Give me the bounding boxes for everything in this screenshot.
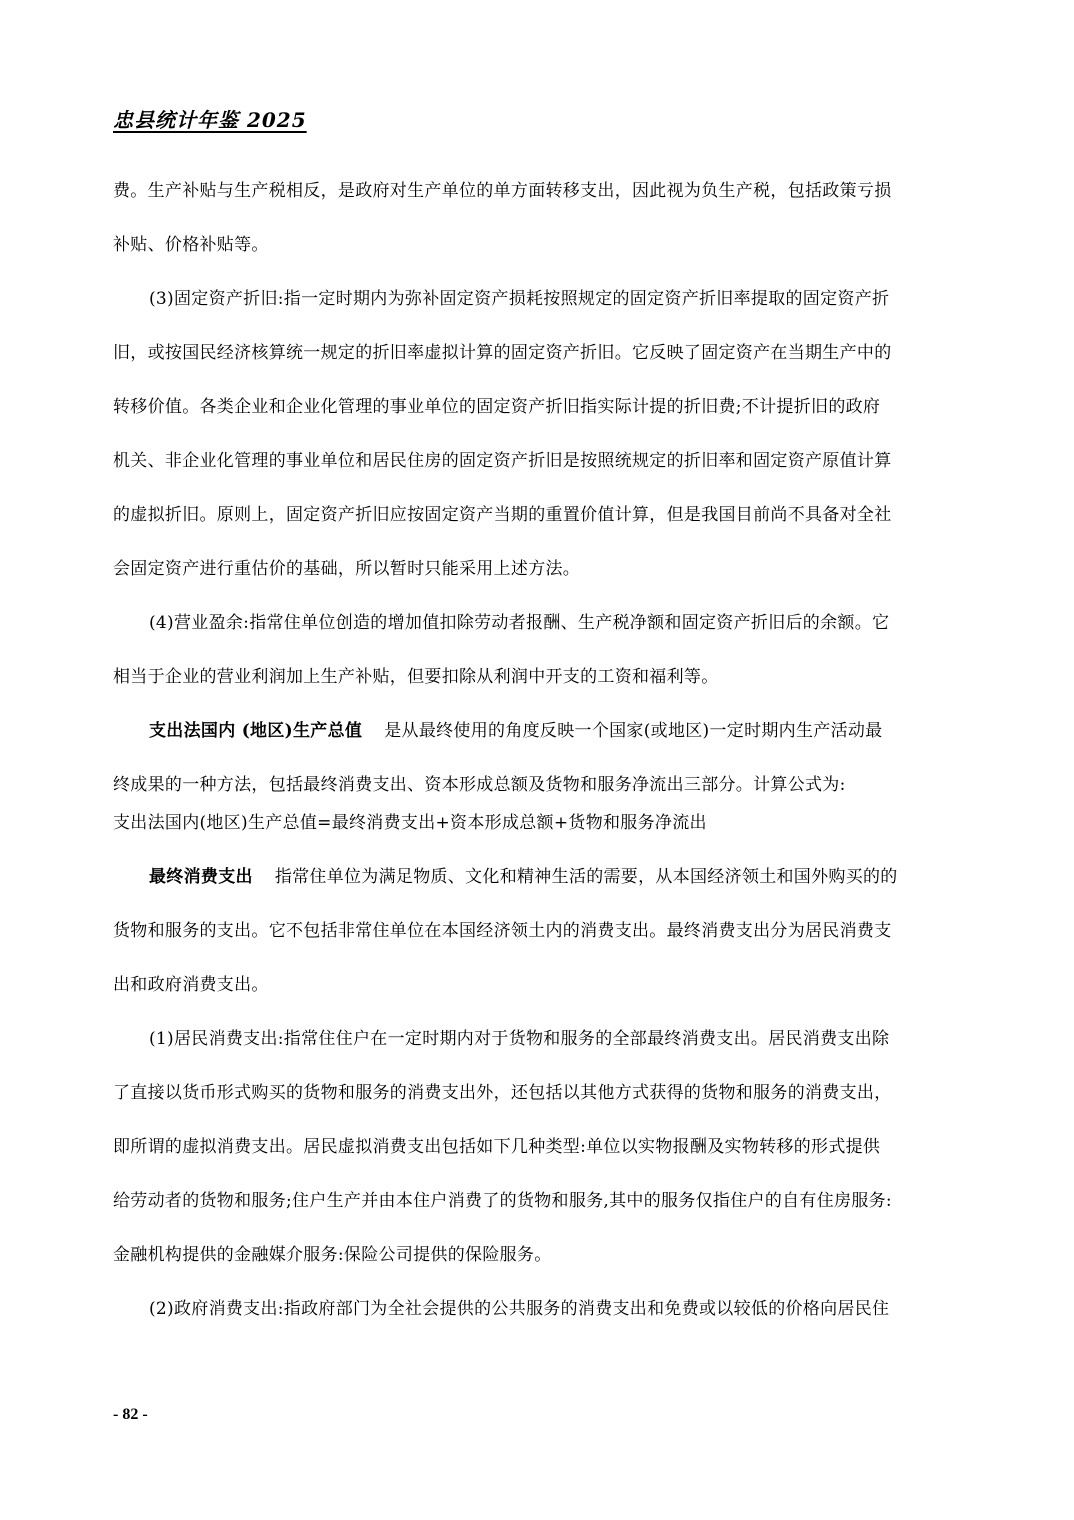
paragraph-line-household-consumption: (1)居民消费支出:指常住住户在一定时期内对于货物和服务的全部最终消费支出。居民消费支出除 — [149, 1029, 890, 1049]
text-line: 给劳动者的货物和服务;住户生产并由本住户消费了的货物和服务,其中的服务仅指住户的自有住房服务: — [113, 1191, 892, 1211]
text-line: 了直接以货币形式购买的货物和服务的消费支出外，还包括以其他方式获得的货物和服务的消费支出， — [113, 1083, 892, 1103]
paragraph-line-government-consumption: (2)政府消费支出:指政府部门为全社会提供的公共服务的消费支出和免费或以较低的价格向居民住 — [149, 1299, 890, 1319]
text-line: 的虚拟折旧。原则上，固定资产折旧应按固定资产当期的重置价值计算，但是我国目前尚不具备对全社 — [113, 505, 892, 525]
formula-line: 支出法国内(地区)生产总值=最终消费支出+资本形成总额+货物和服务净流出 — [113, 813, 707, 833]
text-line: 旧，或按国民经济核算统一规定的折旧率虚拟计算的固定资产折旧。它反映了固定资产在当期生产中的 — [113, 343, 892, 363]
text-line: 出和政府消费支出。 — [113, 975, 269, 995]
term-final-consumption: 最终消费支出 — [149, 867, 253, 887]
text-line: 会固定资产进行重估价的基础，所以暂时只能采用上述方法。 — [113, 559, 581, 579]
text-line: 货物和服务的支出。它不包括非常住单位在本国经济领土内的消费支出。最终消费支出分为居民消费支 — [113, 921, 892, 941]
text-line: 费。生产补贴与生产税相反，是政府对生产单位的单方面转移支出，因此视为负生产税，包括政策亏损 — [113, 181, 892, 201]
text-line: 金融机构提供的金融媒介服务:保险公司提供的保险服务。 — [113, 1245, 552, 1265]
page-number: - 82 - — [113, 1406, 148, 1423]
paragraph-line-expenditure-gdp — [113, 707, 965, 761]
term-expenditure-gdp: 支出法国内 (地区)生产总值 — [149, 721, 363, 741]
text-line: 即所谓的虚拟消费支出。居民虚拟消费支出包括如下几种类型:单位以实物报酬及实物转移的形式提供 — [113, 1137, 881, 1157]
text-line: 补贴、价格补贴等。 — [113, 235, 269, 255]
text-segment: 指常住单位为满足物质、文化和精神生活的需要，从本国经济领土和国外购买的的 — [274, 867, 898, 887]
text-line: 相当于企业的营业利润加上生产补贴，但要扣除从利润中开支的工资和福利等。 — [113, 667, 719, 687]
yearbook-header-title: 忠县统计年鉴 2025 — [113, 108, 307, 132]
text-line: 终成果的一种方法，包括最终消费支出、资本形成总额及货物和服务净流出三部分。计算公式为: — [113, 775, 846, 795]
text-line: 转移价值。各类企业和企业化管理的事业单位的固定资产折旧指实际计提的折旧费;不计提折旧的政府 — [113, 397, 881, 417]
text-segment: 是从最终使用的角度反映一个国家(或地区)一定时期内生产活动最 — [384, 721, 883, 741]
paragraph-line-final-consumption — [113, 853, 965, 907]
text-line: 机关、非企业化管理的事业单位和居民住房的固定资产折旧是按照统规定的折旧率和固定资产原值计算 — [113, 451, 892, 471]
paragraph-line-depreciation: (3)固定资产折旧:指一定时期内为弥补固定资产损耗按照规定的固定资产折旧率提取的固定资产折 — [149, 289, 890, 309]
document-body — [113, 167, 965, 1339]
paragraph-line-operating-surplus: (4)营业盈余:指常住单位创造的增加值扣除劳动者报酬、生产税净额和固定资产折旧后的余额。它 — [149, 613, 890, 633]
